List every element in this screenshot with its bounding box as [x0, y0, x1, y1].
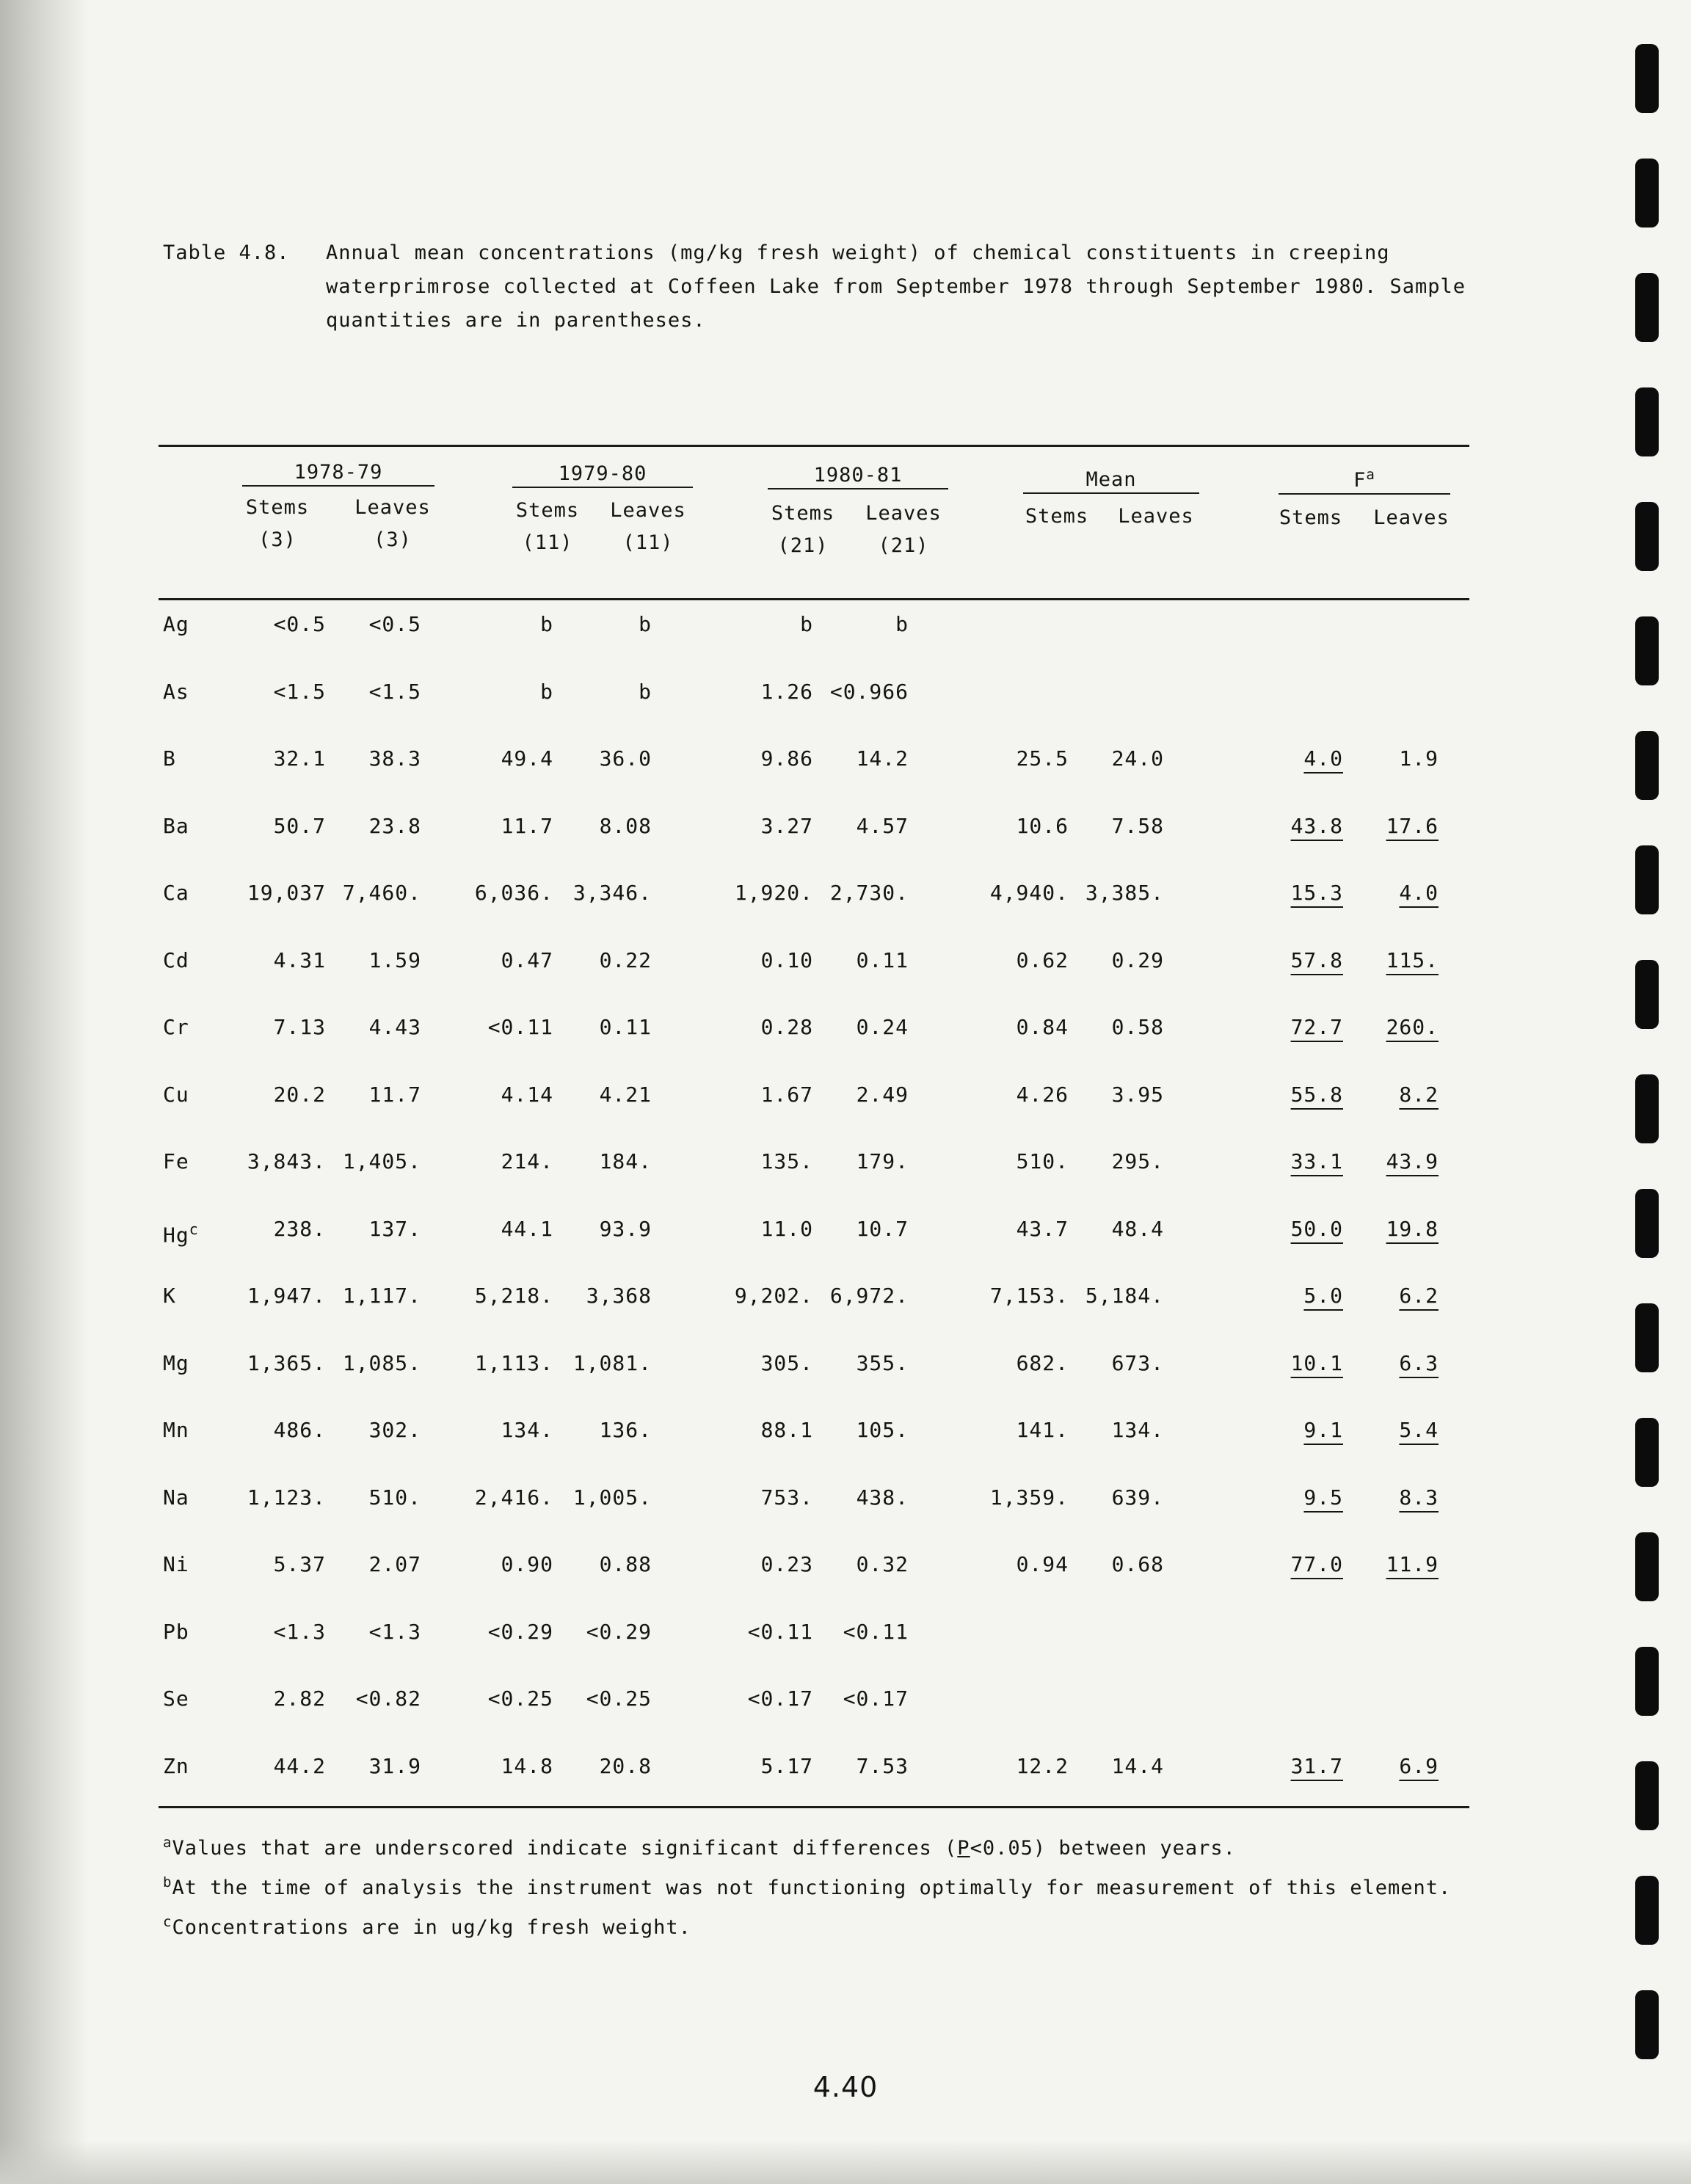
f-value: 43.8: [1290, 814, 1343, 838]
footnote-c: $^c$Concentrations are in ug/kg fresh weight.: [163, 1914, 691, 1939]
cell-value: 1.67: [760, 1082, 813, 1107]
cell-value: 1.59: [368, 948, 421, 972]
table-row: [0, 1278, 1691, 1314]
element-symbol: As: [163, 680, 189, 704]
element-symbol: Pb: [163, 1620, 189, 1644]
table-row: [0, 606, 1691, 643]
cell-value: 14.2: [856, 746, 909, 771]
cell-value: <0.11: [843, 1620, 909, 1644]
cell-value: <0.25: [487, 1686, 553, 1711]
cell-value: 43.7: [1016, 1217, 1069, 1241]
group-header-1979-80: 1979-80: [512, 462, 693, 488]
cell-value: 49.4: [501, 746, 553, 771]
cell-value: b: [639, 612, 652, 636]
element-symbol: Hg$^c$: [163, 1220, 199, 1248]
cell-value: <1.3: [273, 1620, 326, 1644]
cell-value: 2,416.: [474, 1485, 553, 1510]
cell-value: 639.: [1111, 1485, 1164, 1510]
cell-value: 5,184.: [1085, 1284, 1164, 1308]
f-value: 6.9: [1399, 1754, 1439, 1778]
cell-value: 302.: [368, 1418, 421, 1442]
element-symbol: Ag: [163, 612, 189, 636]
table-header-rule: [159, 598, 1469, 600]
cell-value: 1,117.: [342, 1284, 421, 1308]
table-row: [0, 740, 1691, 777]
f-value: 115.: [1386, 948, 1439, 972]
binder-hole: [1635, 159, 1659, 228]
cell-value: 4.31: [273, 948, 326, 972]
table-row: [0, 1748, 1691, 1785]
cell-value: 4.14: [501, 1082, 553, 1107]
cell-value: 753.: [760, 1485, 813, 1510]
f-value: 9.5: [1303, 1485, 1343, 1510]
cell-value: 0.22: [599, 948, 652, 972]
cell-value: <0.29: [586, 1620, 652, 1644]
f-value: 10.1: [1290, 1351, 1343, 1375]
cell-value: 510.: [1016, 1149, 1069, 1173]
cell-value: 7.13: [273, 1015, 326, 1039]
f-value: 15.3: [1290, 881, 1343, 905]
cell-value: <0.29: [487, 1620, 553, 1644]
cell-value: 93.9: [599, 1217, 652, 1241]
cell-value: 88.1: [760, 1418, 813, 1442]
cell-value: <0.17: [843, 1686, 909, 1711]
element-symbol: Fe: [163, 1149, 189, 1173]
element-symbol: Mn: [163, 1418, 189, 1442]
binder-holes: [1635, 44, 1662, 2105]
cell-value: 44.1: [501, 1217, 553, 1241]
cell-value: b: [540, 680, 553, 704]
cell-value: 141.: [1016, 1418, 1069, 1442]
element-symbol: Ba: [163, 814, 189, 838]
cell-value: 44.2: [273, 1754, 326, 1778]
cell-value: <0.17: [747, 1686, 813, 1711]
subheader-leaves-mean: Leaves: [1118, 505, 1194, 528]
cell-value: b: [639, 680, 652, 704]
element-symbol: Cu: [163, 1082, 189, 1107]
cell-value: <0.966: [829, 680, 909, 704]
cell-value: 7,460.: [342, 881, 421, 905]
cell-value: 4.43: [368, 1015, 421, 1039]
binder-hole: [1635, 387, 1659, 456]
cell-value: 9,202.: [734, 1284, 813, 1308]
element-symbol: Cd: [163, 948, 189, 972]
footnote-a: $^a$Values that are underscored indicate significant differences (P<0.05) between years.: [163, 1835, 1236, 1860]
element-symbol: B: [163, 746, 176, 771]
table-bottom-rule: [159, 1806, 1469, 1808]
cell-value: <0.11: [747, 1620, 813, 1644]
cell-value: 0.23: [760, 1552, 813, 1576]
cell-value: 25.5: [1016, 746, 1069, 771]
cell-value: 0.28: [760, 1015, 813, 1039]
f-value: 260.: [1386, 1015, 1439, 1039]
f-value: 4.0: [1303, 746, 1343, 771]
cell-value: b: [800, 612, 813, 636]
cell-value: 11.0: [760, 1217, 813, 1241]
cell-value: 4.57: [856, 814, 909, 838]
cell-value: 0.88: [599, 1552, 652, 1576]
cell-value: 238.: [273, 1217, 326, 1241]
table-row: [0, 1345, 1691, 1382]
cell-value: 6,972.: [829, 1284, 909, 1308]
f-value: 43.9: [1386, 1149, 1439, 1173]
cell-value: 5.37: [273, 1552, 326, 1576]
cell-value: 0.90: [501, 1552, 553, 1576]
cell-value: <0.25: [586, 1686, 652, 1711]
f-value: 72.7: [1290, 1015, 1343, 1039]
cell-value: 355.: [856, 1351, 909, 1375]
subheader-stems-2: Stems (11): [515, 499, 580, 554]
table-row: [0, 1412, 1691, 1449]
group-header-1978-79: 1978-79: [242, 461, 434, 487]
f-value: 17.6: [1386, 814, 1439, 838]
cell-value: 11.7: [368, 1082, 421, 1107]
f-value: 55.8: [1290, 1082, 1343, 1107]
element-symbol: Mg: [163, 1351, 189, 1375]
element-symbol: Zn: [163, 1754, 189, 1778]
binder-hole: [1635, 44, 1659, 113]
cell-value: 1,405.: [342, 1149, 421, 1173]
cell-value: 136.: [599, 1418, 652, 1442]
element-symbol: Ni: [163, 1552, 189, 1576]
cell-value: 1,920.: [734, 881, 813, 905]
cell-value: 31.9: [368, 1754, 421, 1778]
cell-value: 32.1: [273, 746, 326, 771]
cell-value: 2.82: [273, 1686, 326, 1711]
cell-value: 0.68: [1111, 1552, 1164, 1576]
binder-hole: [1635, 502, 1659, 571]
element-footnote-mark: c: [189, 1220, 199, 1238]
cell-value: b: [895, 612, 909, 636]
cell-value: 3.27: [760, 814, 813, 838]
subheader-leaves-2: Leaves (11): [610, 499, 686, 554]
cell-value: 0.10: [760, 948, 813, 972]
table-caption-text: Annual mean concentrations (mg/kg fresh weight) of chemical constituents in creeping waterprimrose collected at Coffeen Lake from September 1978 through September 1980. Sample quantities are in parentheses.: [326, 241, 1466, 332]
cell-value: 1,365.: [247, 1351, 326, 1375]
cell-value: 137.: [368, 1217, 421, 1241]
f-footnote-mark: a: [1366, 467, 1375, 483]
subheader-stems-f: Stems: [1279, 506, 1343, 529]
cell-value: 5.17: [760, 1754, 813, 1778]
cell-value: 0.11: [856, 948, 909, 972]
cell-value: 11.7: [501, 814, 553, 838]
cell-value: 2,730.: [829, 881, 909, 905]
cell-value: 1,085.: [342, 1351, 421, 1375]
cell-value: b: [540, 612, 553, 636]
cell-value: 5,218.: [474, 1284, 553, 1308]
subheader-stems-1: Stems (3): [245, 496, 310, 551]
cell-value: 48.4: [1111, 1217, 1164, 1241]
subheader-stems-mean: Stems: [1025, 505, 1089, 528]
cell-value: 135.: [760, 1149, 813, 1173]
cell-value: 23.8: [368, 814, 421, 838]
cell-value: 295.: [1111, 1149, 1164, 1173]
cell-value: 1,123.: [247, 1485, 326, 1510]
table-row: [0, 1143, 1691, 1180]
cell-value: 24.0: [1111, 746, 1164, 771]
table-row: [0, 1479, 1691, 1516]
cell-value: <0.5: [368, 612, 421, 636]
binder-hole: [1635, 1876, 1659, 1945]
cell-value: <0.11: [487, 1015, 553, 1039]
table-top-rule: [159, 445, 1469, 447]
footnote-b: $^b$At the time of analysis the instrument was not functioning optimally for measurement of this element.: [163, 1874, 1452, 1899]
cell-value: 486.: [273, 1418, 326, 1442]
cell-value: 673.: [1111, 1351, 1164, 1375]
cell-value: 105.: [856, 1418, 909, 1442]
page-bottom-shadow: [0, 2140, 1691, 2184]
cell-value: 10.6: [1016, 814, 1069, 838]
f-value: 8.3: [1399, 1485, 1439, 1510]
table-row: [0, 808, 1691, 845]
cell-value: 14.8: [501, 1754, 553, 1778]
element-symbol: Cr: [163, 1015, 189, 1039]
cell-value: 0.94: [1016, 1552, 1069, 1576]
table-row: [0, 1614, 1691, 1650]
cell-value: 20.8: [599, 1754, 652, 1778]
f-value: 31.7: [1290, 1754, 1343, 1778]
f-value: 50.0: [1290, 1217, 1343, 1241]
cell-value: 2.07: [368, 1552, 421, 1576]
cell-value: 305.: [760, 1351, 813, 1375]
f-value: 19.8: [1386, 1217, 1439, 1241]
cell-value: 1,005.: [572, 1485, 652, 1510]
table-row: [0, 674, 1691, 710]
cell-value: 3,843.: [247, 1149, 326, 1173]
cell-value: 3,385.: [1085, 881, 1164, 905]
f-value: 9.1: [1303, 1418, 1343, 1442]
cell-value: 3.95: [1111, 1082, 1164, 1107]
table-row: [0, 1681, 1691, 1717]
table-caption: [163, 236, 1477, 338]
table-row: [0, 1077, 1691, 1113]
group-header-1980-81: 1980-81: [768, 464, 948, 489]
cell-value: 0.29: [1111, 948, 1164, 972]
page-number: 4.40: [812, 2071, 879, 2103]
cell-value: 50.7: [273, 814, 326, 838]
f-value: 33.1: [1290, 1149, 1343, 1173]
binder-hole: [1635, 1990, 1659, 2059]
table-row: [0, 1009, 1691, 1046]
cell-value: 510.: [368, 1485, 421, 1510]
f-value: 6.3: [1399, 1351, 1439, 1375]
cell-value: 12.2: [1016, 1754, 1069, 1778]
cell-value: 0.32: [856, 1552, 909, 1576]
cell-value: 7,153.: [989, 1284, 1069, 1308]
cell-value: 7.58: [1111, 814, 1164, 838]
cell-value: 0.11: [599, 1015, 652, 1039]
cell-value: 1,081.: [572, 1351, 652, 1375]
cell-value: 9.86: [760, 746, 813, 771]
table-row: [0, 875, 1691, 911]
cell-value: 0.62: [1016, 948, 1069, 972]
subheader-leaves-f: Leaves: [1373, 506, 1450, 529]
cell-value: 7.53: [856, 1754, 909, 1778]
cell-value: 2.49: [856, 1082, 909, 1107]
cell-value: 1,113.: [474, 1351, 553, 1375]
cell-value: 1,947.: [247, 1284, 326, 1308]
cell-value: 14.4: [1111, 1754, 1164, 1778]
table-row: [0, 1211, 1691, 1248]
cell-value: 134.: [501, 1418, 553, 1442]
cell-value: 0.24: [856, 1015, 909, 1039]
cell-value: 3,368: [586, 1284, 652, 1308]
cell-value: 0.47: [501, 948, 553, 972]
table-row: [0, 942, 1691, 979]
cell-value: 6,036.: [474, 881, 553, 905]
cell-value: <1.5: [273, 680, 326, 704]
table-row: [0, 1546, 1691, 1583]
binder-hole: [1635, 273, 1659, 342]
cell-value: 184.: [599, 1149, 652, 1173]
group-header-f: [1279, 467, 1450, 495]
cell-value: 8.08: [599, 814, 652, 838]
f-value: 5.0: [1303, 1284, 1343, 1308]
cell-value: 3,346.: [572, 881, 652, 905]
subheader-leaves-1: Leaves (3): [354, 496, 431, 551]
cell-value: 179.: [856, 1149, 909, 1173]
cell-value: 438.: [856, 1485, 909, 1510]
f-label: F: [1353, 469, 1367, 492]
cell-value: 134.: [1111, 1418, 1164, 1442]
cell-value: 4,940.: [989, 881, 1069, 905]
cell-value: 20.2: [273, 1082, 326, 1107]
cell-value: <1.3: [368, 1620, 421, 1644]
group-header-mean: Mean: [1023, 468, 1199, 494]
cell-value: 0.58: [1111, 1015, 1164, 1039]
f-value: 5.4: [1399, 1418, 1439, 1442]
cell-value: 10.7: [856, 1217, 909, 1241]
cell-value: 4.26: [1016, 1082, 1069, 1107]
f-value: 11.9: [1386, 1552, 1439, 1576]
element-symbol: Se: [163, 1686, 189, 1711]
cell-value: 682.: [1016, 1351, 1069, 1375]
cell-value: 214.: [501, 1149, 553, 1173]
f-value: 8.2: [1399, 1082, 1439, 1107]
cell-value: 36.0: [599, 746, 652, 771]
f-value: 57.8: [1290, 948, 1343, 972]
cell-value: 19,037: [247, 881, 326, 905]
cell-value: <0.82: [355, 1686, 421, 1711]
cell-value: 1.26: [760, 680, 813, 704]
footnotes: [163, 1826, 1469, 1945]
table-label: Table 4.8.: [163, 241, 290, 264]
f-value: 1.9: [1399, 746, 1439, 771]
f-value: 6.2: [1399, 1284, 1439, 1308]
element-symbol: K: [163, 1284, 176, 1308]
element-symbol: Ca: [163, 881, 189, 905]
f-value: 77.0: [1290, 1552, 1343, 1576]
cell-value: 38.3: [368, 746, 421, 771]
cell-value: 0.84: [1016, 1015, 1069, 1039]
cell-value: <1.5: [368, 680, 421, 704]
cell-value: <0.5: [273, 612, 326, 636]
subheader-leaves-3: Leaves (21): [865, 502, 942, 557]
cell-value: 4.21: [599, 1082, 652, 1107]
subheader-stems-3: Stems (21): [771, 502, 835, 557]
element-symbol: Na: [163, 1485, 189, 1510]
cell-value: 1,359.: [989, 1485, 1069, 1510]
f-value: 4.0: [1399, 881, 1439, 905]
